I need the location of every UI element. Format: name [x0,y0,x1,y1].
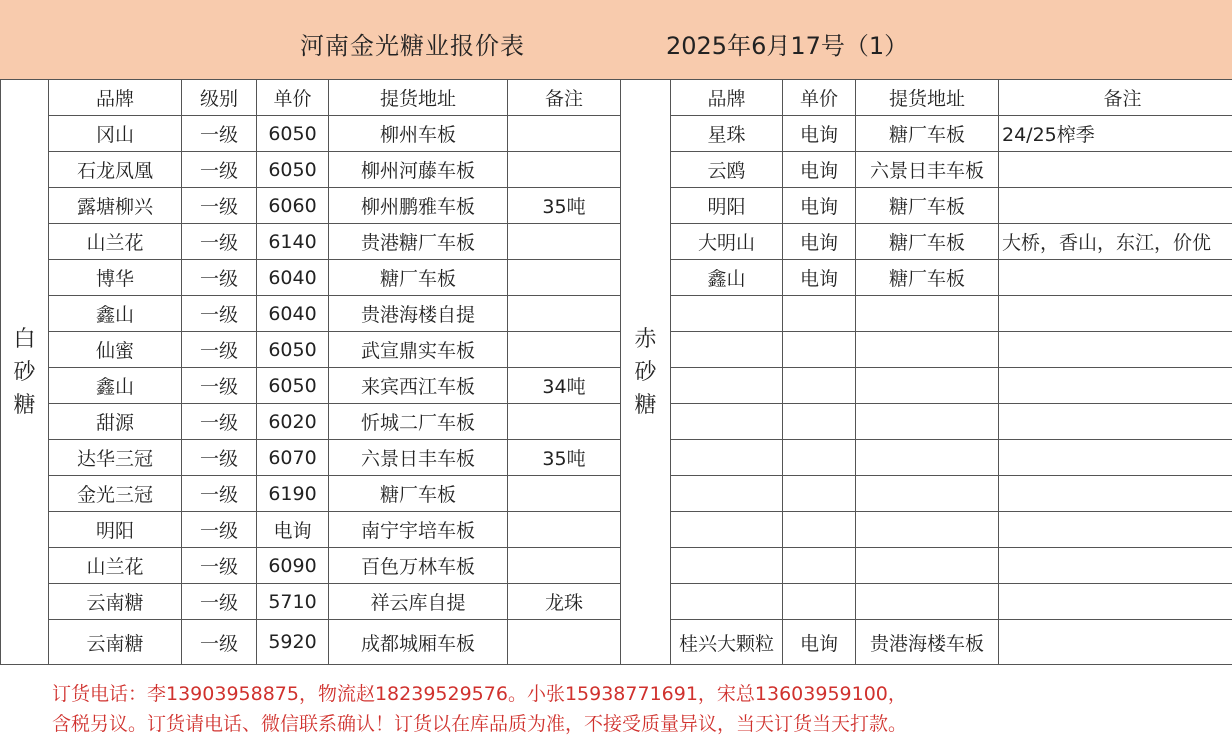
white-note-cell [508,116,621,152]
category-white-sugar [1,80,49,665]
white-price-cell: 6050 [257,116,329,152]
red-note-cell [999,404,1232,440]
red-note-cell [999,476,1232,512]
red-address-cell [856,404,999,440]
red-price-cell: 电询 [783,116,856,152]
white-grade-cell: 一级 [182,332,257,368]
white-grade-cell: 一级 [182,152,257,188]
red-address-cell [856,548,999,584]
white-grade-cell: 一级 [182,296,257,332]
red-note-cell [999,188,1232,224]
quote-date: 2025年6月17号（1） [666,32,909,60]
white-note-cell [508,224,621,260]
white-note-cell [508,620,621,665]
red-address-cell [856,296,999,332]
white-price-cell: 6050 [257,332,329,368]
white-address-cell: 成都城厢车板 [329,620,508,665]
red-brand-cell: 大明山 [671,224,783,260]
page-title: 河南金光糖业报价表 [300,32,525,60]
red-price-cell: 电询 [783,152,856,188]
red-note-cell [999,296,1232,332]
red-note-cell: 大桥，香山，东江，价优 [999,224,1232,260]
white-brand-cell: 石龙凤凰 [49,152,182,188]
white-note-cell [508,476,621,512]
red-price-cell: 电询 [783,188,856,224]
white-address-cell: 贵港海楼自提 [329,296,508,332]
table-row [1,404,1232,440]
category-label: 白砂糖 [13,326,36,418]
white-address-cell: 柳州车板 [329,116,508,152]
white-address-cell: 忻城二厂车板 [329,404,508,440]
red-brand-cell [671,548,783,584]
table-row [1,224,1232,260]
column-header: 品牌 [671,80,783,116]
white-grade-cell: 一级 [182,116,257,152]
white-note-cell [508,332,621,368]
white-price-cell: 5710 [257,584,329,620]
white-grade-cell: 一级 [182,584,257,620]
red-note-cell [999,440,1232,476]
white-grade-cell: 一级 [182,404,257,440]
white-brand-cell: 露塘柳兴 [49,188,182,224]
white-price-cell: 6060 [257,188,329,224]
red-price-cell [783,548,856,584]
red-price-cell [783,512,856,548]
white-address-cell: 六景日丰车板 [329,440,508,476]
white-brand-cell: 山兰花 [49,224,182,260]
red-price-cell [783,476,856,512]
white-price-cell: 6050 [257,152,329,188]
white-price-cell: 6040 [257,296,329,332]
red-brand-cell [671,512,783,548]
table-row [1,548,1232,584]
red-brand-cell [671,368,783,404]
table-row [1,620,1232,665]
table-row [1,260,1232,296]
white-grade-cell: 一级 [182,620,257,665]
white-brand-cell: 鑫山 [49,296,182,332]
red-note-cell [999,584,1232,620]
red-price-cell: 电询 [783,620,856,665]
white-price-cell: 6190 [257,476,329,512]
red-note-cell: 24/25榨季 [999,116,1232,152]
red-address-cell [856,512,999,548]
white-price-cell: 6070 [257,440,329,476]
red-note-cell [999,368,1232,404]
red-note-cell [999,548,1232,584]
red-brand-cell [671,584,783,620]
white-grade-cell: 一级 [182,476,257,512]
column-header: 备注 [999,80,1232,116]
footer-terms: 含税另议。订货请电话、微信联系确认！订货以在库品质为准，不接受质量异议，当天订货当天打款。 [52,713,908,735]
red-note-cell [999,620,1232,665]
red-note-cell [999,152,1232,188]
table-header-row [1,80,1232,116]
red-address-cell [856,584,999,620]
column-header: 级别 [182,80,257,116]
white-price-cell: 6020 [257,404,329,440]
white-address-cell: 来宾西江车板 [329,368,508,404]
red-brand-cell [671,476,783,512]
white-address-cell: 柳州鹏雅车板 [329,188,508,224]
red-price-cell [783,404,856,440]
price-table-body [1,80,1232,665]
white-grade-cell: 一级 [182,440,257,476]
red-address-cell [856,332,999,368]
table-row [1,476,1232,512]
category-label: 赤砂糖 [634,326,657,418]
red-address-cell: 糖厂车板 [856,260,999,296]
red-address-cell [856,476,999,512]
white-grade-cell: 一级 [182,224,257,260]
white-brand-cell: 达华三冠 [49,440,182,476]
red-brand-cell: 云鸥 [671,152,783,188]
column-header: 提货地址 [329,80,508,116]
white-brand-cell: 冈山 [49,116,182,152]
white-note-cell: 龙珠 [508,584,621,620]
white-address-cell: 南宁宇培车板 [329,512,508,548]
white-address-cell: 柳州河藤车板 [329,152,508,188]
red-address-cell: 糖厂车板 [856,116,999,152]
red-brand-cell [671,404,783,440]
white-note-cell: 34吨 [508,368,621,404]
red-price-cell [783,296,856,332]
white-brand-cell: 博华 [49,260,182,296]
table-row [1,116,1232,152]
red-price-cell [783,440,856,476]
column-header: 备注 [508,80,621,116]
white-grade-cell: 一级 [182,188,257,224]
table-row [1,584,1232,620]
red-address-cell: 糖厂车板 [856,224,999,260]
table-row [1,296,1232,332]
contact-footer [52,679,907,739]
white-note-cell [508,404,621,440]
table-row [1,188,1232,224]
white-grade-cell: 一级 [182,548,257,584]
white-address-cell: 糖厂车板 [329,476,508,512]
red-brand-cell: 桂兴大颗粒 [671,620,783,665]
red-address-cell [856,440,999,476]
red-note-cell [999,332,1232,368]
white-brand-cell: 金光三冠 [49,476,182,512]
red-address-cell [856,368,999,404]
table-row [1,512,1232,548]
white-grade-cell: 一级 [182,368,257,404]
red-address-cell: 糖厂车板 [856,188,999,224]
white-note-cell [508,296,621,332]
white-address-cell: 祥云库自提 [329,584,508,620]
white-brand-cell: 仙蜜 [49,332,182,368]
table-row [1,332,1232,368]
category-red-sugar [621,80,671,665]
header-banner [0,0,1232,80]
white-address-cell: 贵港糖厂车板 [329,224,508,260]
white-price-cell: 6140 [257,224,329,260]
white-note-cell [508,152,621,188]
red-price-cell: 电询 [783,260,856,296]
red-brand-cell: 明阳 [671,188,783,224]
white-grade-cell: 一级 [182,260,257,296]
table-row [1,152,1232,188]
red-address-cell: 贵港海楼车板 [856,620,999,665]
red-brand-cell [671,440,783,476]
white-brand-cell: 云南糖 [49,584,182,620]
white-grade-cell: 一级 [182,512,257,548]
white-note-cell [508,548,621,584]
white-price-cell: 6050 [257,368,329,404]
red-note-cell [999,512,1232,548]
white-brand-cell: 明阳 [49,512,182,548]
white-brand-cell: 鑫山 [49,368,182,404]
footer-contacts: 订货电话：李13903958875，物流赵18239529576。小张15938771691，宋总13603959100， [52,683,907,705]
red-address-cell: 六景日丰车板 [856,152,999,188]
table-row [1,368,1232,404]
red-price-cell [783,368,856,404]
red-price-cell [783,584,856,620]
white-brand-cell: 云南糖 [49,620,182,665]
white-price-cell: 5920 [257,620,329,665]
red-brand-cell [671,296,783,332]
white-address-cell: 武宣鼎实车板 [329,332,508,368]
white-address-cell: 百色万林车板 [329,548,508,584]
white-price-cell: 6090 [257,548,329,584]
red-price-cell [783,332,856,368]
white-brand-cell: 甜源 [49,404,182,440]
white-address-cell: 糖厂车板 [329,260,508,296]
white-note-cell: 35吨 [508,440,621,476]
red-brand-cell [671,332,783,368]
red-price-cell: 电询 [783,224,856,260]
red-note-cell [999,260,1232,296]
table-row [1,440,1232,476]
column-header: 提货地址 [856,80,999,116]
white-note-cell: 35吨 [508,188,621,224]
column-header: 品牌 [49,80,182,116]
red-brand-cell: 星珠 [671,116,783,152]
red-brand-cell: 鑫山 [671,260,783,296]
column-header: 单价 [257,80,329,116]
column-header: 单价 [783,80,856,116]
white-note-cell [508,260,621,296]
white-note-cell [508,512,621,548]
white-price-cell: 电询 [257,512,329,548]
white-price-cell: 6040 [257,260,329,296]
price-table [0,79,1232,665]
white-brand-cell: 山兰花 [49,548,182,584]
